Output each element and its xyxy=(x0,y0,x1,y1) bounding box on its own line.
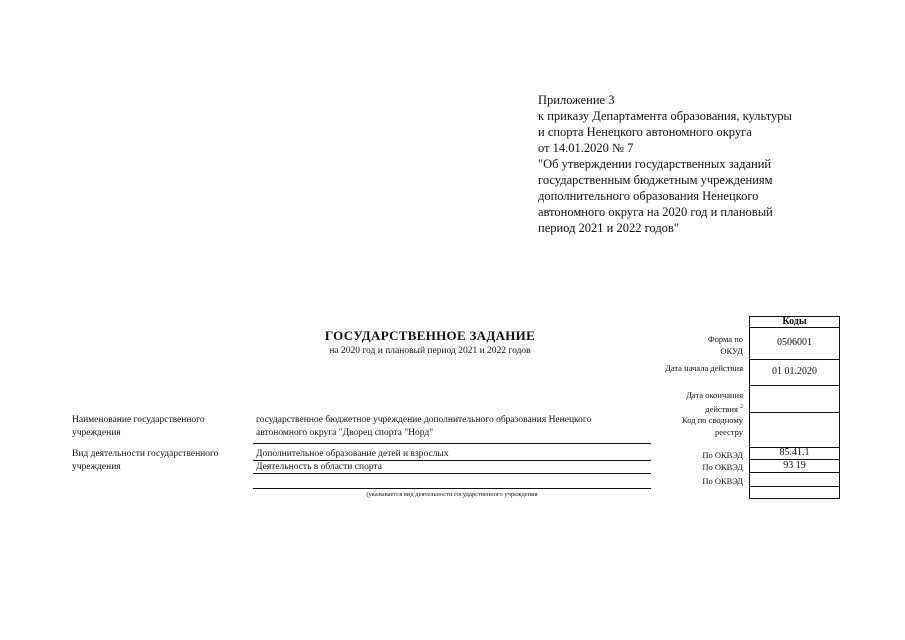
appendix-line: дополнительного образования Ненецкого xyxy=(538,189,759,203)
appendix-line: Приложение 3 xyxy=(538,93,615,107)
okved-code-cell-2: 93 19 xyxy=(783,460,806,471)
footnote-mark: 2 xyxy=(740,404,743,410)
appendix-line: период 2021 и 2022 годов" xyxy=(538,221,679,235)
activity-item-2: Деятельность в области спорта xyxy=(256,462,382,472)
okved-label-1: По ОКВЭД xyxy=(702,450,743,460)
form-okud-label xyxy=(708,333,743,357)
registry-code-label xyxy=(682,414,743,438)
codes-table-row-line xyxy=(749,472,840,473)
appendix-line: от 14.01.2020 № 7 xyxy=(538,141,634,155)
activity-underline-3 xyxy=(253,488,651,489)
document-title: ГОСУДАРСТВЕННОЕ ЗАДАНИЕ xyxy=(324,328,536,343)
end-date-label xyxy=(686,389,743,415)
okved-label-2: По ОКВЭД xyxy=(702,462,743,472)
appendix-block xyxy=(538,92,792,236)
institution-name-line: автономного округа "Дворец спорта "Норд" xyxy=(256,428,434,438)
codes-table-row-line xyxy=(749,385,840,386)
form-okud-label-line: ОКУД xyxy=(720,346,743,356)
registry-code-label-line: реестру xyxy=(715,427,743,437)
document-subtitle: на 2020 год и плановый период 2021 и 2022 годов xyxy=(329,346,531,356)
codes-header: Коды xyxy=(782,316,807,327)
activity-hint: (указывается вид деятельности государственного учреждения xyxy=(366,491,538,498)
okud-code-cell: 0506001 xyxy=(777,337,812,348)
activity-label xyxy=(72,448,218,474)
institution-name-line: государственное бюджетное учреждение дополнительного образования Ненецкого xyxy=(256,415,592,425)
activity-underline-2 xyxy=(253,473,651,474)
appendix-line: "Об утверждении государственных заданий xyxy=(538,157,772,171)
okved-code-cell-1: 85.41.1 xyxy=(779,447,810,458)
form-okud-label-line: Форма по xyxy=(707,334,743,344)
activity-label-line: учреждения xyxy=(72,462,121,472)
appendix-line: и спорта Ненецкого автономного округа xyxy=(538,125,752,139)
start-date-label: Дата начала действия xyxy=(665,363,743,373)
start-date-cell: 01 01.2020 xyxy=(772,366,817,377)
appendix-line: автономного округа на 2020 год и плановый xyxy=(538,205,773,219)
institution-name xyxy=(256,414,591,440)
codes-table-row-line xyxy=(749,486,840,487)
institution-underline xyxy=(253,443,651,444)
codes-table-row-line xyxy=(749,412,840,413)
codes-table-row-line xyxy=(749,498,840,499)
registry-code-label-line: Код по сводному xyxy=(682,415,743,425)
institution-label-line: Наименование государственного xyxy=(72,415,205,425)
institution-label xyxy=(72,414,205,440)
appendix-line: государственным бюджетным учреждениям xyxy=(538,173,773,187)
codes-table-right-border xyxy=(839,316,840,498)
institution-label-line: учреждения xyxy=(72,428,121,438)
activity-label-line: Вид деятельности государственного xyxy=(72,449,219,459)
okved-label-3: По ОКВЭД xyxy=(702,476,743,486)
end-date-label-line: Дата окончания xyxy=(686,390,743,400)
end-date-label-line: действия xyxy=(705,403,738,414)
appendix-line: к приказу Департамента образования, культуры xyxy=(538,109,792,123)
activity-item-1: Дополнительное образование детей и взрослых xyxy=(256,449,449,459)
